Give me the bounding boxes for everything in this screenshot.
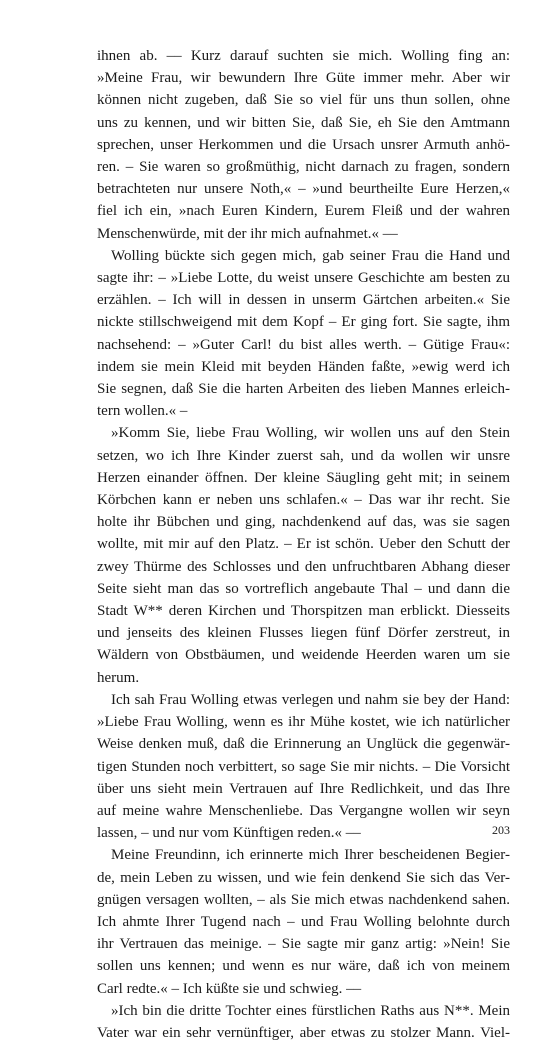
text-line: zwey Thürme des Schlosses und den unfruchtbaren Abhang dieser	[97, 558, 510, 575]
text-line: ihr Vertrauen das meinige. – Sie sagte mir ganz artig: »Nein! Sie	[97, 936, 510, 953]
text-line: Weise denken muß, daß die Erinnerung an Unglück die gegenwär-	[97, 736, 510, 753]
text-line: tigen Stunden noch verbittert, so sage Sie mir nichts. – Die Vorsicht	[97, 758, 510, 775]
text-line: lassen, – und nur vom Künftigen reden.« ––	[97, 825, 361, 842]
text-line: nachsehend: – »Guter Carl! du bist alles werth. – Gütige Frau«:	[97, 336, 510, 353]
text-line: sprechen, unser Herkommen und die Ursach unsrer Armuth anhö-	[97, 136, 510, 153]
text-line: gnügen versagen wollten, – als Sie mich etwas nachdenkend sahen.	[97, 891, 510, 908]
text-line: »Komm Sie, liebe Frau Wolling, wir wollen uns auf den Stein	[111, 425, 510, 442]
text-line: »Ich bin die dritte Tochter eines fürstlichen Raths aus N**. Mein	[111, 1002, 510, 1019]
text-line: nickte stillschweigend mit dem Kopf – Er ging fort. Sie sagte, ihm	[97, 314, 510, 331]
text-line: erzählen. – Ich will in dessen in unserm Gärtchen arbeiten.« Sie	[97, 292, 510, 309]
text-line: indem sie mein Kleid mit beyden Händen faßte, »ewig werd ich	[97, 358, 510, 375]
text-line: sagte ihr: – »Liebe Lotte, du weist unsere Geschichte am besten zu	[97, 270, 510, 287]
text-line: tern wollen.« –	[97, 403, 188, 420]
text-line: Herzen einander öffnen. Der kleine Säugling geht mit; in seinem	[97, 469, 510, 486]
text-line: uns zu kennen, und wir bitten Sie, daß Sie, eh Sie den Amtmann	[97, 114, 510, 131]
text-line: »Meine Frau, wir bewundern Ihre Güte immer mehr. Aber wir	[97, 70, 510, 87]
text-line: Carl redte.« – Ich küßte sie und schwieg. ––	[97, 980, 362, 997]
text-line: setzen, wo ich Ihre Kinder zuerst sah, und da wollen wir unsre	[97, 447, 510, 464]
text-line: Ich ahmte Ihrer Tugend nach – und Frau Wolling belohnte durch	[97, 913, 510, 930]
text-line: betrachteten nur unsere Noth,« – »und beurtheilte Eure Herzen,«	[97, 181, 510, 198]
text-line: Stadt W** deren Kirchen und Thorspitzen man erblickt. Diesseits	[97, 603, 510, 620]
text-line: und jenseits des kleinen Flusses liegen fünf Dörfer zerstreut, in	[97, 625, 510, 642]
text-line: auf meine wahre Menschenliebe. Das Vergangne wollen wir seyn	[97, 802, 510, 819]
text-line: sollen uns kennen; und wenn es nur wäre, daß ich von meinem	[97, 958, 510, 975]
text-line: »Liebe Frau Wolling, wenn es ihr Mühe kostet, wie ich natürlicher	[97, 714, 510, 731]
text-line: Wolling bückte sich gegen mich, gab seiner Frau die Hand und	[111, 247, 510, 264]
text-line: wollte, mit mir auf den Platz. – Er ist schön. Ueber den Schutt der	[97, 536, 510, 553]
text-line: Menschenwürde, mit der ihr mich aufnahmet.« ––	[97, 225, 398, 242]
text-line: Vater war ein sehr vernünftiger, aber etwas zu stolzer Mann. Viel-	[97, 1024, 510, 1041]
text-line: herum.	[97, 669, 140, 686]
text-line: Seite sieht man das so vortreflich angebaute Thal – und dann die	[97, 580, 510, 597]
text-line: de, mein Leben zu wissen, und wie fein denkend Sie sich das Ver-	[97, 869, 510, 886]
text-line: ren. – Sie waren so großmüthig, nicht darnach zu fragen, sondern	[97, 159, 510, 176]
text-line: über uns sieht mein Vertrauen auf Ihre Redlichkeit, und das Ihre	[97, 780, 510, 797]
text-line: Körbchen kann er neben uns schlafen.« – Das war ihr recht. Sie	[97, 492, 510, 509]
text-line: Wäldern von Obstbäumen, und weidende Heerden waren um sie	[97, 647, 510, 664]
text-line: Ich sah Frau Wolling etwas verlegen und nahm sie bey der Hand:	[111, 691, 510, 708]
text-line: können nicht zugeben, daß Sie so viel für uns thun sollen, ohne	[97, 92, 510, 109]
text-line: fiel ich ein, »nach Euren Kindern, Eurem Fleiß und der wahren	[97, 203, 510, 220]
text-line: holte ihr Bübchen und ging, nachdenkend auf das, was sie sagen	[97, 514, 510, 531]
text-line: ihnen ab. –– Kurz darauf suchten sie mich. Wolling fing an:	[97, 48, 510, 64]
body-text	[97, 45, 510, 1044]
text-line: Meine Freundinn, ich erinnerte mich Ihrer bescheidenen Begier-	[111, 847, 510, 864]
page-number: 203	[492, 823, 510, 837]
text-line: Sie segnen, daß Sie die harten Arbeiten des lieben Mannes erleich-	[97, 381, 510, 398]
